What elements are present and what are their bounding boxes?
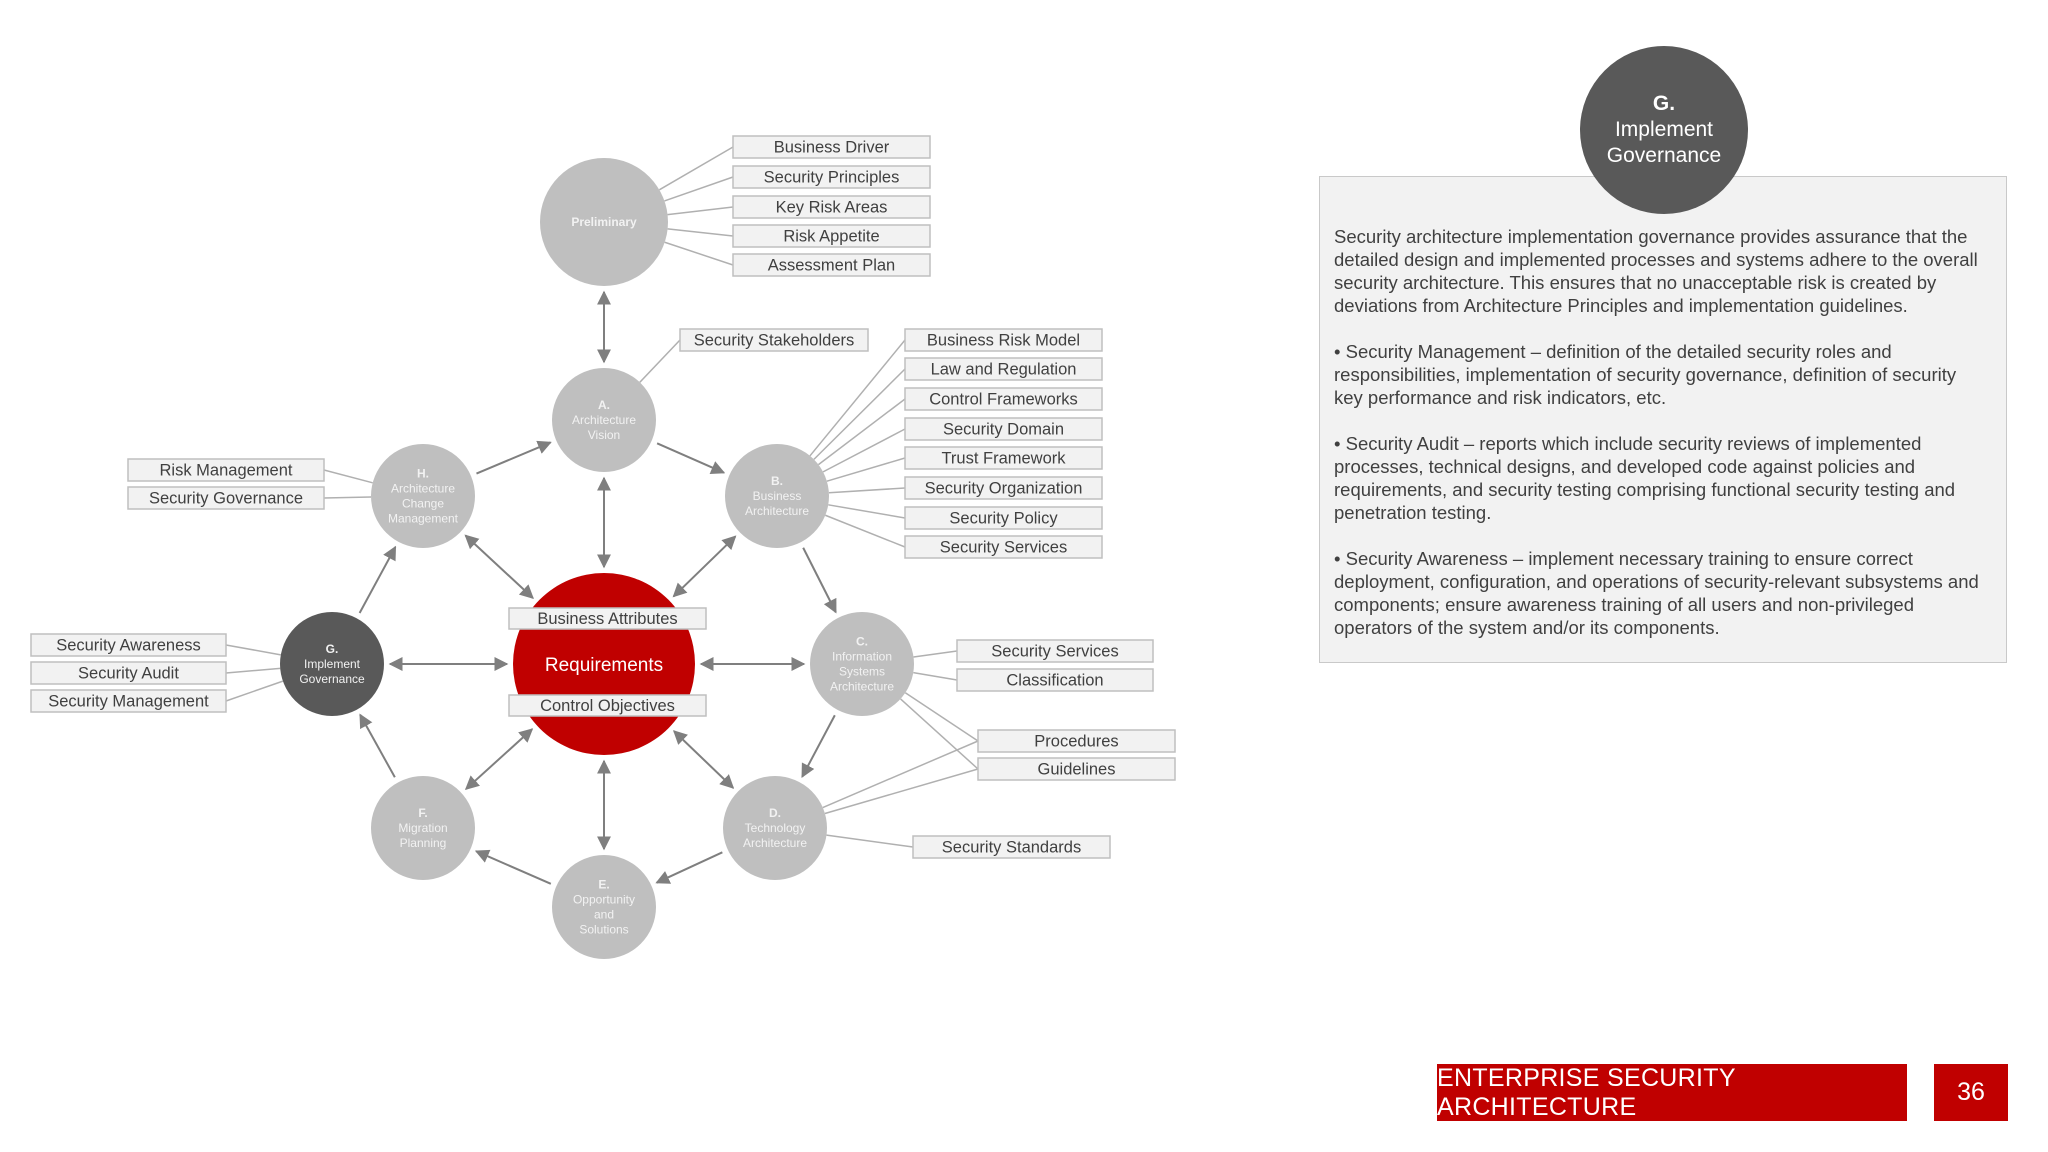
connector-line-a	[640, 340, 680, 382]
connector-line-d	[825, 769, 978, 813]
phase-g-label: G.	[325, 641, 339, 656]
flow-arrow	[674, 536, 736, 596]
connector-line-preliminary	[668, 207, 733, 215]
label-box-text: Law and Regulation	[930, 360, 1077, 379]
connector-line-c	[913, 673, 957, 680]
connector-line-cd	[905, 693, 978, 741]
phase-c-label: Systems	[838, 664, 886, 679]
label-box-text: Risk Management	[159, 461, 293, 480]
label-box-text: Security Governance	[148, 489, 304, 508]
description-panel	[1319, 176, 2007, 663]
connector-line-b	[829, 488, 905, 493]
flow-arrow	[674, 731, 733, 788]
phase-a-label: Vision	[587, 427, 621, 442]
label-box-text: Security Principles	[763, 168, 900, 187]
label-box-text: Procedures	[1034, 732, 1119, 751]
label-box-text: Security Organization	[924, 479, 1083, 498]
label-box-text: Security Stakeholders	[693, 331, 855, 350]
phase-h-label: Management	[387, 511, 459, 526]
paragraph-intro: Security architecture implementation governance provides assurance that the detailed design and implemented processes and systems adhere to the overall security architecture. This ensures that no unacceptable risk is created by deviations from Architecture Principles and implementation guidelines.	[1334, 226, 1978, 316]
label-box-text: Security Standards	[941, 838, 1082, 857]
phase-g-title-line2: Governance	[1606, 144, 1722, 167]
label-box-text: Security Awareness	[56, 636, 201, 655]
label-box-text: Security Domain	[942, 420, 1065, 439]
phase-b-label: Business	[752, 488, 802, 503]
flow-arrow	[657, 443, 724, 472]
paragraph-security-awareness: • Security Awareness – implement necessary training to ensure correct deployment, configuration, and operations of security-relevant subsystems and components; ensure awareness training of all users and non-privileged operators of the system and/or its components.	[1334, 548, 1979, 638]
flow-arrow	[466, 729, 532, 789]
connector-line-h	[324, 470, 373, 483]
phase-f-label: Planning	[399, 835, 447, 850]
connector-line-d	[823, 741, 978, 808]
phase-d-label: Architecture	[742, 835, 808, 850]
phase-e-label: E.	[598, 877, 610, 892]
phase-h-label: H.	[417, 466, 429, 481]
flow-arrow	[476, 442, 550, 473]
phase-g-label: Governance	[299, 671, 365, 686]
phase-h-label: Change	[401, 496, 445, 511]
label-box-text: Security Services	[939, 538, 1068, 557]
phase-g-circle	[1580, 46, 1748, 214]
connector-line-b	[818, 399, 905, 465]
flow-arrow	[360, 547, 396, 613]
requirements-label: Requirements	[544, 655, 664, 676]
label-box-text: Assessment Plan	[767, 256, 896, 275]
label-box-text: Business Driver	[773, 138, 890, 157]
phase-f-label: F.	[418, 805, 428, 820]
phase-b-label: Architecture	[744, 503, 810, 518]
phase-h-label: Architecture	[390, 481, 456, 496]
label-box-text: Security Audit	[78, 664, 179, 683]
connector-line-c	[914, 651, 957, 657]
phase-c-label: C.	[856, 634, 868, 649]
phase-e-label: Solutions	[579, 922, 629, 937]
phase-d-label: Technology	[744, 820, 806, 835]
connector-line-b	[810, 340, 905, 456]
paragraph-security-management: • Security Management – definition of the detailed security roles and responsibilities, implementation of security governance, definition of security key performance and risk indicators, etc.	[1334, 341, 1957, 408]
connector-line-b	[814, 369, 905, 459]
flow-arrow	[657, 852, 723, 882]
label-box-text: Key Risk Areas	[775, 198, 888, 217]
phase-g-letter: G.	[1652, 92, 1676, 115]
phase-b-label: B.	[771, 473, 783, 488]
label-box-text: Trust Framework	[941, 449, 1066, 468]
page-number: 36	[1934, 1064, 2008, 1121]
phase-d-label: D.	[769, 805, 781, 820]
connector-line-h	[324, 497, 371, 498]
connector-line-preliminary	[665, 242, 733, 265]
flow-arrow	[360, 715, 395, 778]
phase-a-label: A.	[598, 397, 610, 412]
connector-line-b	[827, 458, 905, 481]
phase-preliminary-label: Preliminary	[571, 214, 637, 229]
label-box-text: Classification	[1006, 671, 1104, 690]
phase-a-label: Architecture	[571, 412, 637, 427]
business-attributes-box-label: Business Attributes	[537, 610, 678, 628]
connector-line-g	[226, 668, 280, 673]
phase-g-title-line1: Implement	[1614, 118, 1714, 141]
label-box-text: Security Policy	[949, 509, 1058, 528]
flow-arrow	[802, 715, 835, 777]
connector-line-b	[825, 515, 905, 547]
connector-line-d	[827, 835, 913, 847]
label-box-text: Risk Appetite	[783, 227, 880, 246]
connector-line-b	[828, 505, 905, 518]
phase-c-label: Information	[831, 649, 893, 664]
phase-g-label: Implement	[303, 656, 361, 671]
label-box-text: Guidelines	[1037, 760, 1116, 779]
control-objectives-box-label: Control Objectives	[540, 697, 675, 715]
phase-e-label: and	[593, 907, 615, 922]
phase-f-label: Migration	[398, 820, 448, 835]
phase-c-label: Architecture	[829, 679, 895, 694]
flow-arrow	[476, 851, 551, 884]
paragraph-security-audit: • Security Audit – reports which include security reviews of implemented processes, technical designs, and developed code against policies and requirements, and security testing comprising functional security testing and penetration testing.	[1334, 433, 1956, 523]
label-box-text: Security Management	[48, 692, 209, 711]
label-box-text: Control Frameworks	[929, 390, 1078, 409]
label-box-text: Business Risk Model	[926, 331, 1081, 350]
phase-e-label: Opportunity	[572, 892, 636, 907]
connector-line-b	[823, 429, 905, 472]
connector-line-g	[226, 681, 283, 701]
connector-line-g	[226, 645, 281, 655]
flow-arrow	[803, 548, 836, 612]
flow-arrow	[466, 535, 533, 598]
footer-title: ENTERPRISE SECURITY ARCHITECTURE	[1437, 1064, 1907, 1121]
connector-line-preliminary	[668, 229, 733, 236]
description-text	[1334, 225, 1989, 662]
connector-line-preliminary	[659, 147, 733, 190]
label-box-text: Security Services	[991, 642, 1119, 661]
